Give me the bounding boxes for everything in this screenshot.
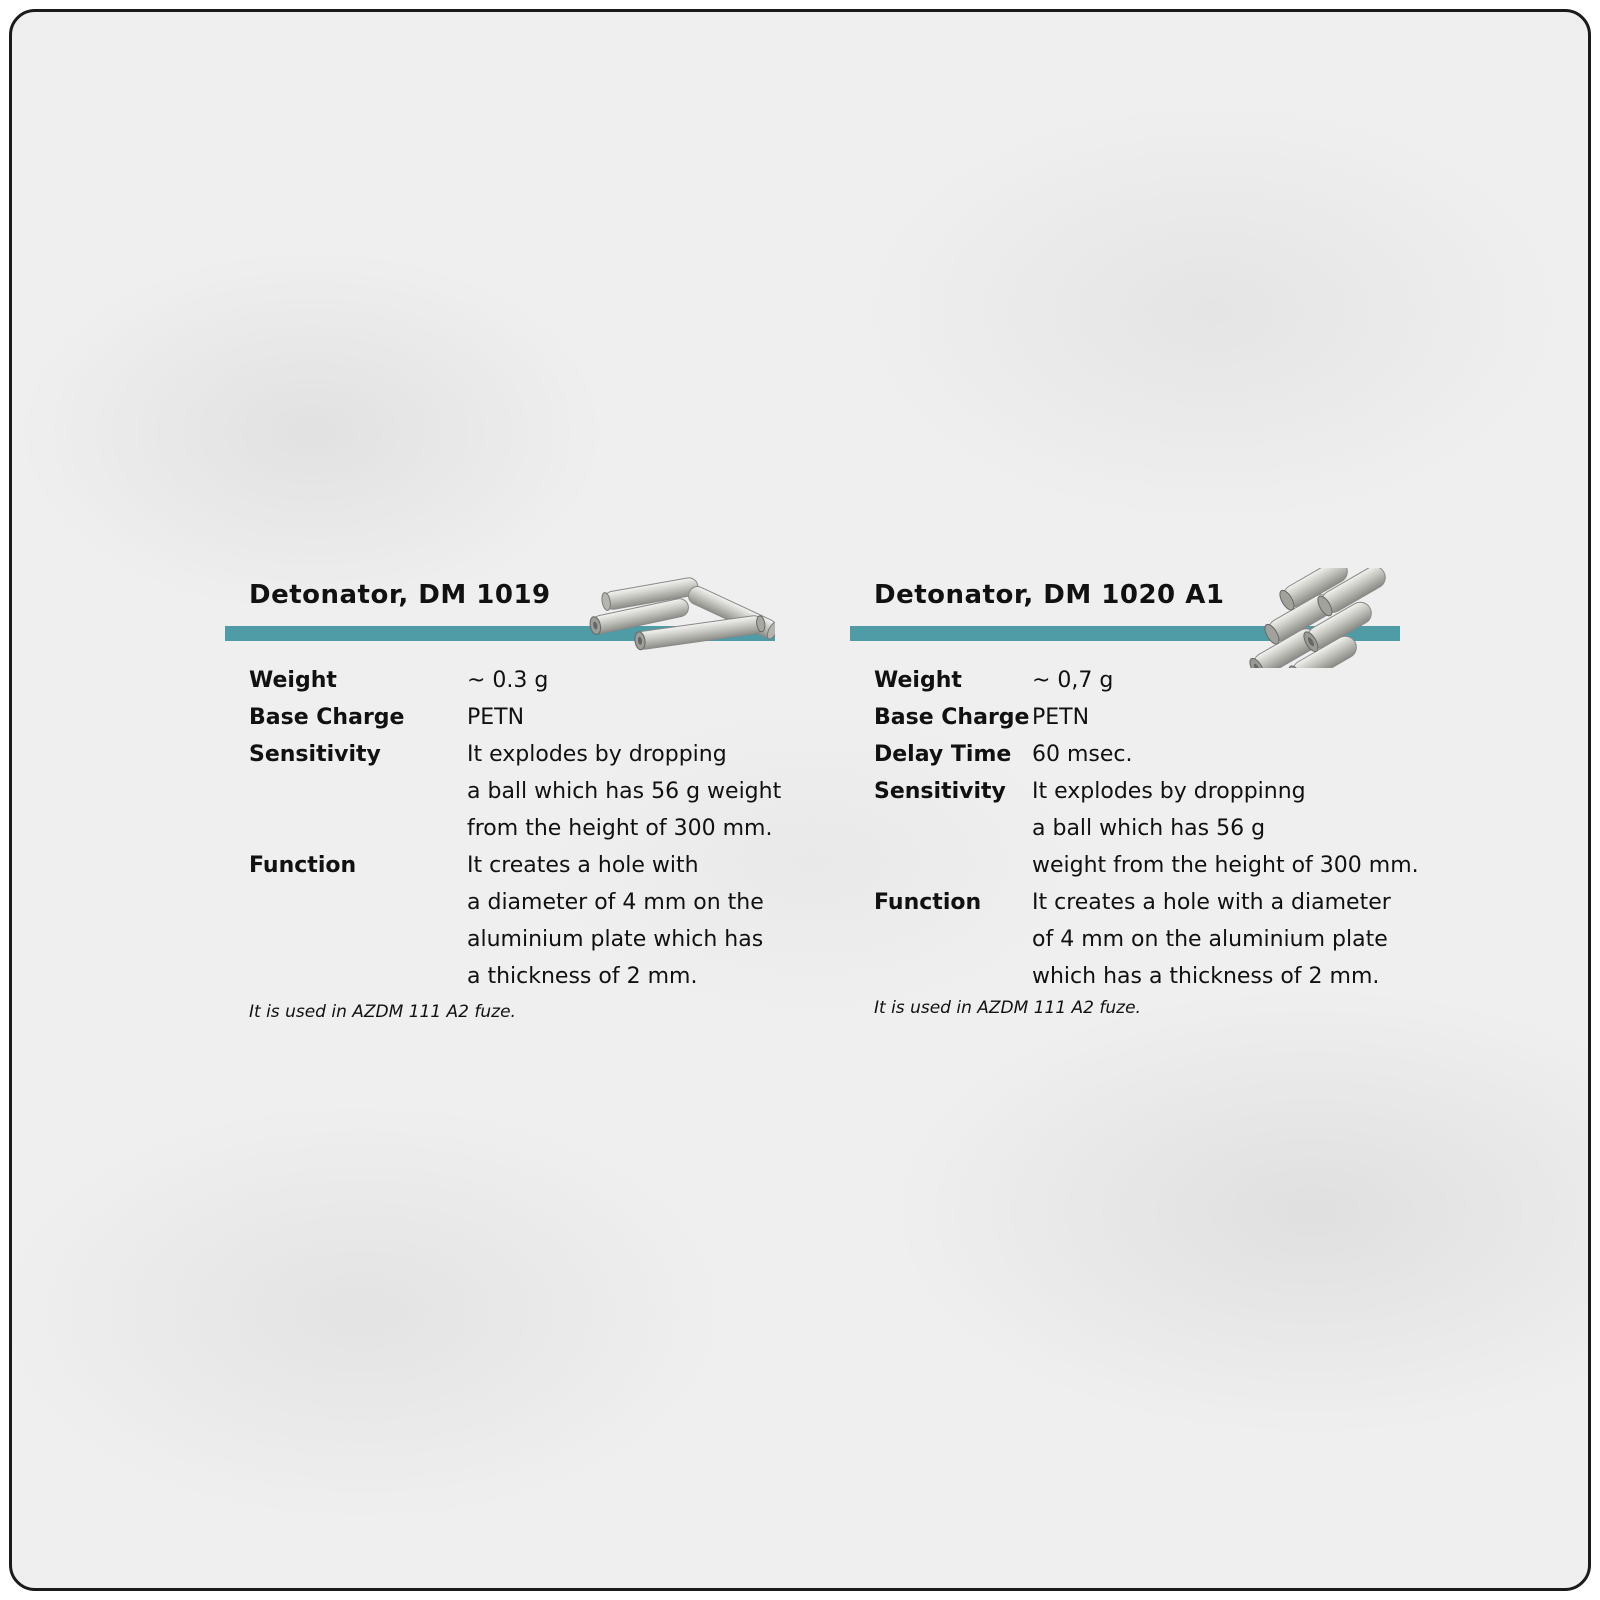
spec-row-function	[874, 884, 1419, 995]
spec-value-line: a thickness of 2 mm.	[467, 964, 698, 989]
spec-value	[1032, 699, 1089, 736]
spec-value	[467, 699, 524, 736]
spec-label: Base Charge	[874, 705, 1030, 730]
spec-label: Base Charge	[249, 705, 405, 730]
spec-value	[1032, 736, 1133, 773]
spec-row-base-charge	[249, 699, 781, 736]
spec-table	[874, 662, 1419, 995]
spec-value-line: weight from the height of 300 mm.	[1032, 853, 1419, 878]
spec-value-line: ~ 0,7 g	[1032, 668, 1114, 693]
spec-row-sensitivity	[874, 773, 1419, 884]
spec-row-delay-time	[874, 736, 1419, 773]
spec-value-line: 60 msec.	[1032, 742, 1133, 767]
spec-value-line: from the height of 300 mm.	[467, 816, 773, 841]
detonator-cylinders-image	[585, 572, 775, 652]
spec-value-line: a ball which has 56 g	[1032, 816, 1266, 841]
spec-value	[1032, 773, 1419, 884]
spec-row-weight	[249, 662, 781, 699]
spec-row-weight	[874, 662, 1419, 699]
spec-label: Function	[249, 853, 357, 878]
spec-row-base-charge	[874, 699, 1419, 736]
spec-value-line: It creates a hole with a diameter	[1032, 890, 1391, 915]
card-title: Detonator, DM 1019	[249, 580, 551, 610]
spec-label: Function	[874, 890, 982, 915]
spec-row-sensitivity	[249, 736, 781, 847]
spec-value-line: PETN	[1032, 705, 1090, 730]
spec-label: Delay Time	[874, 742, 1012, 767]
spec-row-function	[249, 847, 781, 995]
spec-value	[467, 847, 764, 995]
page-frame	[9, 9, 1591, 1591]
spec-value	[1032, 884, 1391, 995]
card-title: Detonator, DM 1020 A1	[874, 580, 1225, 610]
spec-value-line: ~ 0.3 g	[467, 668, 549, 693]
spec-value-line: a ball which has 56 g weight	[467, 779, 782, 804]
spec-value-line: a diameter of 4 mm on the	[467, 890, 764, 915]
spec-value	[467, 662, 548, 699]
spec-value	[467, 736, 781, 847]
spec-value-line: It explodes by dropping	[467, 742, 727, 767]
spec-value-line: which has a thickness of 2 mm.	[1032, 964, 1380, 989]
spec-value-line: It explodes by droppinng	[1032, 779, 1306, 804]
spec-value-line: of 4 mm on the aluminium plate	[1032, 927, 1388, 952]
spec-label: Weight	[874, 668, 962, 693]
spec-label: Weight	[249, 668, 337, 693]
spec-value-line: PETN	[467, 705, 525, 730]
spec-value-line: It creates a hole with	[467, 853, 699, 878]
spec-table	[249, 662, 781, 995]
detonator-cylinders-image	[1228, 568, 1398, 668]
spec-value-line: aluminium plate which has	[467, 927, 764, 952]
usage-footnote: It is used in AZDM 111 A2 fuze.	[249, 1002, 516, 1022]
usage-footnote: It is used in AZDM 111 A2 fuze.	[874, 998, 1141, 1018]
spec-value	[1032, 662, 1113, 699]
spec-label: Sensitivity	[874, 779, 1006, 804]
spec-label: Sensitivity	[249, 742, 381, 767]
